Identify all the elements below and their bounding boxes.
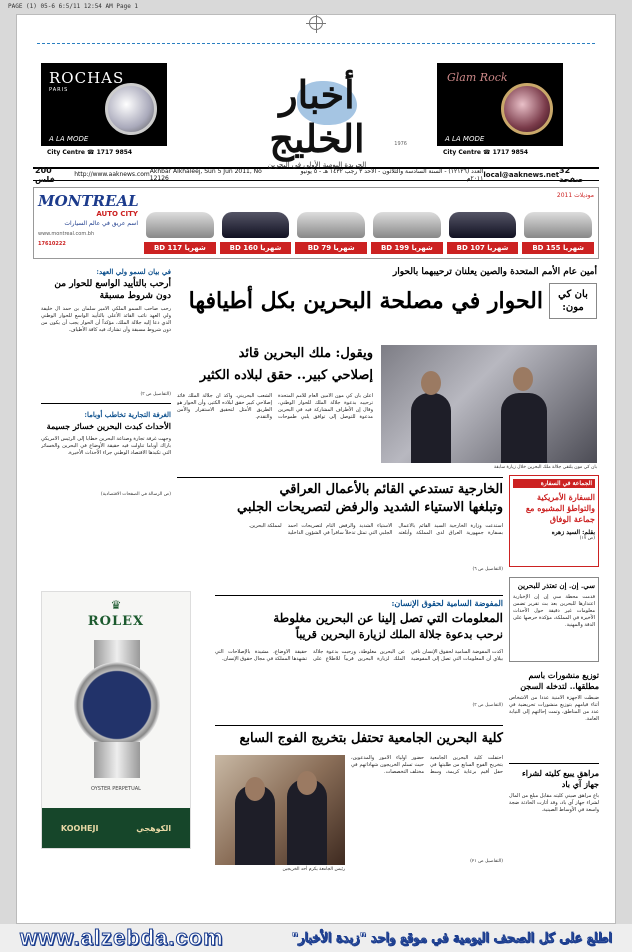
montreal-logo-text: MONTREAL	[38, 192, 139, 210]
main-headline: الحوار في مصلحة البحرين بكل أطيافها	[188, 288, 543, 314]
divider	[215, 595, 503, 596]
rolex-brand: ROLEX	[87, 614, 145, 629]
car-image	[524, 212, 592, 238]
grad-headline: كلية البحرين الجامعية تحتفل بتخريج الفوج السابع	[239, 731, 503, 746]
kooheji-ar: الكوهجي	[136, 823, 172, 833]
ad-brand: ROCHAS	[49, 69, 125, 87]
rights-kicker: المفوضة السامية لحقوق الإنسان:	[391, 598, 503, 608]
kooheji-banner[interactable]	[42, 808, 190, 848]
car-price: BD 79 شهريا	[295, 242, 367, 254]
fm-body: استدعت وزارة الخارجية السيد القائم بالأعمال بسفارة جمهورية العراق لدى المملكة وأبلغته الاستياء الشديد والرفض التام لتصريحات أحمد الجلبي التي تمثل تدخلاً سافراً في الشؤون الداخلية لمملكة البحرين.	[248, 523, 503, 536]
divider	[177, 477, 503, 478]
leaflets-body: ضبطت الأجهزة الأمنية عدداً من الأشخاص أثناء قيامهم بتوزيع منشورات تحريضية في عدد من المناطق، وتمت إحالتهم إلى النيابة العامة.	[509, 695, 599, 722]
watch-image	[74, 662, 160, 748]
montreal-address: www.montreal.com.bh	[38, 231, 95, 237]
issue-en: Akhbar Alkhaleej, Sun 5 Jun 2011, No 12126	[149, 167, 262, 182]
foreign-ministry-story[interactable]	[177, 477, 503, 572]
cnn-headline: سي. إن. إن تعتذر للبحرين	[517, 581, 595, 590]
embassy-more[interactable]: (ص ١٧)	[579, 536, 595, 541]
car-image	[373, 212, 441, 238]
grad-body: احتفلت كلية البحرين الجامعية بتخريج الفوج السابع من طلبتها في حفل أقيم برعاية كريمة، وسط حضور أولياء الأمور والمدعوين، حيث تسلم الخريجون شهاداتهم في مختلف التخصصات.	[351, 755, 503, 775]
divider	[509, 763, 599, 764]
website[interactable]: http://www.aaknews.com	[74, 171, 150, 178]
footer-url[interactable]: www.alzebda.com	[20, 925, 224, 950]
car-image	[222, 212, 290, 238]
car-price: BD 160 شهريا	[220, 242, 292, 254]
person-figure	[411, 393, 451, 463]
montreal-logo-sub: AUTO CITY	[96, 210, 138, 218]
embassy-headline: السفارة الأمريكية والتواطؤ المشبوه مع جماعة الوفاق	[525, 492, 595, 524]
montreal-phone: 17610222	[38, 241, 66, 247]
main-body: أعلن بان كي مون الأمين العام للأمم المتحدة ترحيبه بدعوة جلالة الملك للحوار الوطني، وقال إن الأطراف المشاركة فيه في البحرين مدعوة للتوصل إلى توافق يلبي طموحات الشعب البحريني. وأكد أن جلالة الملك قائد إصلاحي كبير حقق لبلاده الكثير، وأن الحوار هو الطريق الأمثل لتحقيق الاستقرار والأمن والتقدم.	[177, 393, 373, 420]
left-kicker: في بيان لسمو ولي العهد:	[96, 267, 171, 276]
page-count: 32 صفحة	[559, 165, 584, 184]
ad-brand: Glam Rock	[447, 71, 508, 84]
car-item[interactable]	[447, 202, 519, 254]
masthead[interactable]	[227, 72, 407, 169]
crown-icon: ♛	[110, 598, 122, 612]
masthead-title: أخبار الخليج	[269, 72, 365, 161]
watch-image	[501, 83, 553, 135]
watch-band	[94, 742, 140, 778]
car-image	[297, 212, 365, 238]
print-info: PAGE (1) 05-6 6:5/11 12:54 AM Page 1	[8, 3, 139, 10]
footer-band	[0, 924, 632, 952]
car-item[interactable]	[522, 202, 594, 254]
person-figure	[513, 367, 533, 391]
masthead-tagline: الجريدة اليومية الأولى في البحرين	[267, 161, 367, 169]
newspaper-page	[16, 14, 616, 924]
main-photo[interactable]	[381, 345, 597, 463]
left-more2[interactable]: (ص الرسالة في الصفحات الاقتصادية)	[100, 492, 171, 497]
left-headline[interactable]: أرحب بالتأييد الواسع للحوار من دون شروط مسبقة	[54, 279, 171, 301]
left-body2: وجهت غرفة تجارة وصناعة البحرين خطاباً إلى الرئيس الأمريكي باراك أوباما تناولت فيه حقيقة الأوضاع في البحرين والخسائر التي تكبدها الاقتصاد الوطني جراء الأحداث الأخيرة.	[41, 436, 171, 456]
fm-headline2: وتبلغها الاستياء الشديد والرفض لتصريحات الجلبي	[237, 500, 503, 515]
ad-contact: City Centre ☎ 1717 9854	[437, 146, 563, 159]
issue-ar: العدد (١٢١٢٦) - السنة السادسة والثلاثون - الأحد ٣ رجب ١٤٣٢ هـ - ٥ يونيو ٢٠١١م	[300, 167, 484, 182]
main-photo-caption: بان كي مون يلتقي جلالة ملك البحرين خلال زيارة سابقة	[494, 465, 597, 470]
grad-text	[351, 755, 503, 872]
montreal-ad[interactable]	[33, 187, 599, 259]
glamrock-ad[interactable]	[437, 63, 563, 159]
car-image	[146, 212, 214, 238]
person-figure	[421, 371, 441, 395]
car-item[interactable]	[371, 202, 443, 254]
montreal-logo	[38, 192, 138, 252]
person-figure	[297, 771, 317, 795]
main-sub-block	[177, 345, 373, 465]
grad-caption: رئيس الجامعة يكرم أحد الخريجين	[282, 867, 345, 872]
watch-image	[105, 83, 157, 135]
fm-more[interactable]: (التفاصيل ص ٦)	[472, 567, 503, 572]
main-kicker: أمين عام الأمم المتحدة والصين يعلنان ترحيبهما بالحوار	[392, 267, 597, 277]
ad-shop: A LA MODE	[445, 135, 485, 143]
embassy-author: بقلم: السيد زهره	[551, 529, 595, 536]
grad-photo[interactable]	[215, 755, 345, 865]
left-headline2[interactable]: الأحداث كبدت البحرين خسائر جسيمة	[46, 421, 171, 431]
email[interactable]: local@aaknews.net	[483, 170, 560, 179]
rolex-model: OYSTER PERPETUAL	[91, 786, 141, 792]
ipad-headline[interactable]: مراهق يبيع كليته لشراء جهاز آي باد	[521, 768, 599, 789]
person-figure	[245, 777, 265, 801]
car-item[interactable]	[295, 202, 367, 254]
embassy-box[interactable]	[509, 475, 599, 567]
rights-story[interactable]	[215, 595, 503, 708]
grad-more[interactable]: (التفاصيل ص ٢١)	[470, 859, 503, 864]
left-body: رحب صاحب السمو الملكي الأمير سلمان بن حمد آل خليفة ولي العهد نائب القائد الأعلى بالتأييد الواسع للحوار الوطني الذي دعا إليه جلالة الملك، مؤكداً أن الحوار يجب أن يكون من دون شروط مسبقة وأن تشارك فيه كافة الأطياف.	[41, 306, 171, 333]
left-more[interactable]: (التفاصيل ص ٣)	[140, 392, 171, 397]
person-figure	[501, 393, 547, 463]
montreal-models: موديلات 2011	[556, 192, 594, 199]
car-price: BD 155 شهريا	[522, 242, 594, 254]
rights-more[interactable]: (التفاصيل ص ٣)	[472, 703, 503, 708]
car-price: BD 107 شهريا	[447, 242, 519, 254]
left-kicker2: الغرفة التجارية تخاطب أوباما:	[84, 410, 171, 419]
car-price: BD 199 شهريا	[371, 242, 443, 254]
rights-body: أكدت المفوضة السامية لحقوق الإنسان نافي بيلاي أن المعلومات التي تصل إلى المفوضية عن البحرين مغلوطة، ورحبت بدعوة جلالة الملك لزيارة البحرين قريباً للاطلاع على حقيقة الأوضاع، مشيدة بالإصلاحات التي تشهدها المملكة في مجال حقوق الإنسان.	[215, 649, 503, 662]
graduation-story[interactable]	[215, 725, 503, 872]
main-sub1: ويقول: ملك البحرين قائد	[238, 346, 373, 361]
ban-label: بان كي مون:	[549, 283, 597, 319]
divider	[215, 725, 503, 726]
ad-shop: A LA MODE	[49, 135, 89, 143]
left-column	[41, 267, 171, 497]
crop-mark-icon	[309, 16, 323, 30]
cnn-box[interactable]	[509, 577, 599, 662]
car-list	[144, 202, 594, 254]
grad-photo-block	[215, 755, 345, 872]
leaflets-headline[interactable]: توزيع منشورات باسم مطلقها.. لتدخله السجن	[520, 670, 599, 691]
cnn-body: قدمت محطة سي إن إن الإخبارية اعتذارها للبحرين بعد بث تقرير تضمن معلومات غير دقيقة حول الأحداث الأخيرة في المملكة، مؤكدة حرصها على الدقة والمهنية.	[513, 594, 595, 628]
embassy-tag: الجماعة في السفارة	[513, 479, 595, 488]
montreal-slogan: اسم عريق في عالم السيارات	[64, 220, 138, 227]
price: 200 فلس	[35, 165, 55, 184]
rolex-ad[interactable]	[41, 591, 191, 849]
ad-contact: City Centre ☎ 1717 9854	[41, 146, 167, 159]
car-image	[449, 212, 517, 238]
ipad-body: باع مراهق صيني كليته مقابل مبلغ من المال لشراء جهاز آي باد، وقد أثارت الحادثة ضجة واسعة في الأوساط الصينية.	[509, 793, 599, 813]
masthead-est: 1976	[394, 141, 407, 147]
car-item[interactable]	[144, 202, 216, 254]
main-story[interactable]	[177, 267, 597, 319]
main-sub2: إصلاحي كبير.. حقق لبلاده الكثير	[199, 368, 373, 383]
rochas-ad[interactable]	[41, 63, 167, 159]
right-column	[509, 577, 599, 889]
fm-headline1: الخارجية تستدعي القائم بالأعمال العراقي	[279, 482, 503, 497]
divider	[37, 43, 595, 44]
car-item[interactable]	[220, 202, 292, 254]
main-photo-block	[381, 345, 597, 470]
rights-headline2: نرحب بدعوة جلالة الملك لزيارة البحرين قريباً	[295, 628, 503, 641]
divider	[41, 403, 171, 404]
car-price: BD 117 شهريا	[144, 242, 216, 254]
ad-brand-sub: PARIS	[49, 87, 69, 93]
footer-slogan: اطلع على كل الصحف اليومية في موقع واحد "زبدة الأخبار"	[291, 930, 612, 946]
rights-headline1: المعلومات التي تصل إلينا عن البحرين مغلوطة	[273, 611, 503, 625]
kooheji-en: KOOHEJI	[60, 823, 99, 833]
